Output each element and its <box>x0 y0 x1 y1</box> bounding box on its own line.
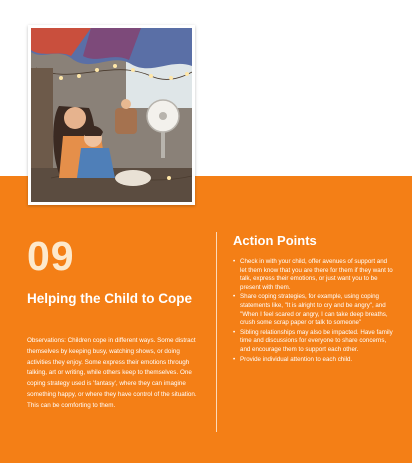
action-points-list <box>233 258 393 365</box>
column-divider <box>216 232 217 432</box>
action-point-item: • Sibling relationships may also be impacted. Have family time and discussions for everyone to share concerns, and encourage them to support each other. <box>233 329 393 355</box>
section-title: Helping the Child to Cope <box>27 291 192 306</box>
section-number: 09 <box>27 233 75 279</box>
action-points-title: Action Points <box>233 233 317 248</box>
observations-text: Observations: Children cope in different ways. Some distract themselves by keeping busy, watching shows, or doing activities they enjoy. Some express their emotions through talking, art or writing, while others keep to themselves. One coping strategy used is 'fantasy', where they can imagine something happy, or where they have control of the situation. This can be comforting to them. <box>27 337 197 409</box>
action-point-item: • Share coping strategies, for example, using coping statements like, "It is alright to cry and be angry", and "When I feel scared or angry, I can take deep breaths, crush some scrap paper or talk to someone" <box>233 293 393 327</box>
illustration-frame <box>28 25 195 205</box>
action-point-item: • Check in with your child, offer avenues of support and let them know that you are there for them if they want to talk, express their emotions, or just want you to be present with them. <box>233 258 393 292</box>
blanket-fort-illustration <box>31 28 192 202</box>
action-point-item: • Provide individual attention to each child. <box>233 356 393 365</box>
